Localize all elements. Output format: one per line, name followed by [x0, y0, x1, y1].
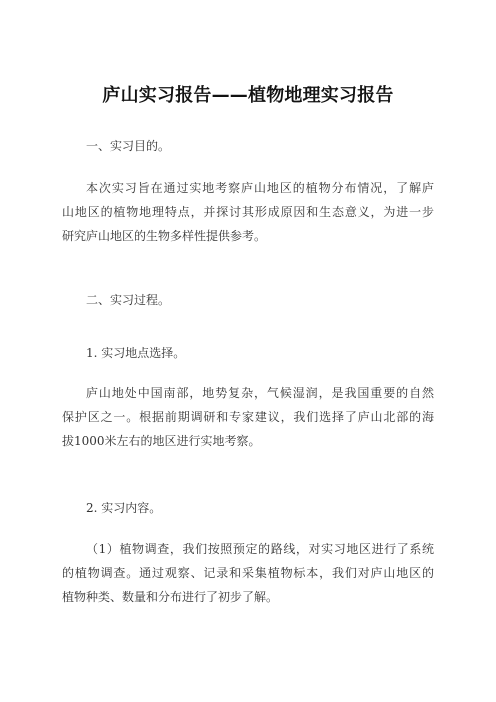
paragraph-line: 本次实习旨在通过实地考察庐山地区的植物分布情况，了解庐 [86, 181, 434, 195]
paragraph-content [62, 537, 434, 609]
section-heading-purpose: 一、实习目的。 [86, 139, 171, 153]
paragraph-line: 山地区的植物地理特点，并探讨其形成原因和生态意义，为进一步 [62, 205, 434, 219]
paragraph-line: 植物种类、数量和分布进行了初步了解。 [62, 590, 279, 604]
paragraph-line: 庐山地处中国南部，地势复杂，气候湿润，是我国重要的自然 [86, 386, 434, 400]
document-title: 庐山实习报告——植物地理实习报告 [102, 85, 394, 106]
paragraph-purpose [62, 176, 434, 248]
paragraph-line: 的植物调查。通过观察、记录和采集植物标本，我们对庐山地区的 [62, 566, 434, 580]
subsection-heading-content: 2. 实习内容。 [86, 501, 162, 515]
paragraph-line: 保护区之一。根据前期调研和专家建议，我们选择了庐山北部的海 [62, 410, 434, 424]
paragraph-line: 拔1000米左右的地区进行实地考察。 [62, 434, 261, 448]
paragraph-line: 研究庐山地区的生物多样性提供参考。 [62, 229, 267, 243]
paragraph-location [62, 381, 434, 453]
subsection-heading-location: 1. 实习地点选择。 [86, 346, 186, 360]
paragraph-line: （1）植物调查，我们按照预定的路线，对实习地区进行了系统 [86, 542, 434, 556]
section-heading-process: 二、实习过程。 [86, 293, 171, 307]
